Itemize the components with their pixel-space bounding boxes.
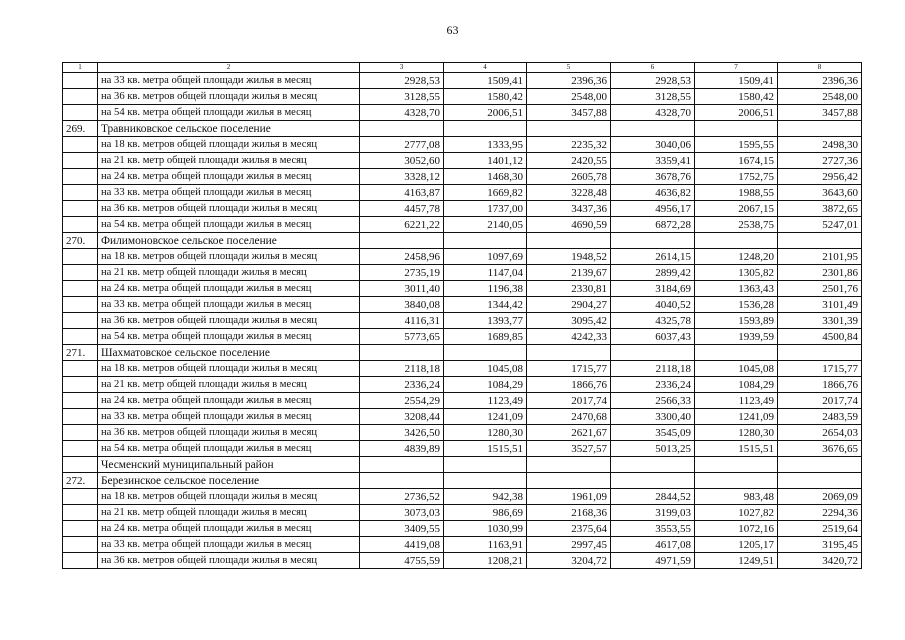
value-cell: 3328,12 — [360, 169, 444, 185]
table-row — [63, 537, 862, 553]
column-number: 3 — [360, 63, 444, 73]
settlement-header-row — [63, 473, 862, 489]
value-cell: 4328,70 — [611, 105, 695, 121]
value-cell: 4116,31 — [360, 313, 444, 329]
value-cell: 4457,78 — [360, 201, 444, 217]
empty-cell — [611, 457, 695, 473]
value-cell: 2928,53 — [360, 73, 444, 89]
row-index-cell — [63, 425, 98, 441]
table-row — [63, 185, 862, 201]
value-cell: 1752,75 — [695, 169, 778, 185]
value-cell: 1241,09 — [444, 409, 527, 425]
table-row — [63, 329, 862, 345]
value-cell: 2654,03 — [778, 425, 862, 441]
value-cell: 3840,08 — [360, 297, 444, 313]
value-cell: 4325,78 — [611, 313, 695, 329]
value-cell: 1515,51 — [444, 441, 527, 457]
empty-cell — [695, 473, 778, 489]
value-cell: 2017,74 — [778, 393, 862, 409]
row-description: на 24 кв. метра общей площади жилья в месяц — [98, 521, 360, 537]
empty-cell — [695, 345, 778, 361]
value-cell: 3052,60 — [360, 153, 444, 169]
value-cell: 1866,76 — [778, 377, 862, 393]
value-cell: 1401,12 — [444, 153, 527, 169]
value-cell: 5773,65 — [360, 329, 444, 345]
empty-cell — [444, 457, 527, 473]
value-cell: 4956,17 — [611, 201, 695, 217]
value-cell: 1248,20 — [695, 249, 778, 265]
value-cell: 2067,15 — [695, 201, 778, 217]
value-cell: 1305,82 — [695, 265, 778, 281]
value-cell: 986,69 — [444, 505, 527, 521]
row-description: на 54 кв. метра общей площади жилья в месяц — [98, 105, 360, 121]
value-cell: 1280,30 — [695, 425, 778, 441]
row-index-cell — [63, 169, 98, 185]
empty-cell — [360, 121, 444, 137]
row-number: 271. — [63, 345, 98, 361]
value-cell: 3643,60 — [778, 185, 862, 201]
value-cell: 1988,55 — [695, 185, 778, 201]
row-index-cell — [63, 377, 98, 393]
row-description: на 54 кв. метра общей площади жилья в месяц — [98, 441, 360, 457]
value-cell: 1208,21 — [444, 553, 527, 569]
value-cell: 2621,67 — [527, 425, 611, 441]
value-cell: 942,38 — [444, 489, 527, 505]
value-cell: 1580,42 — [695, 89, 778, 105]
value-cell: 2420,55 — [527, 153, 611, 169]
table-row — [63, 425, 862, 441]
value-cell: 2727,36 — [778, 153, 862, 169]
value-cell: 3128,55 — [611, 89, 695, 105]
value-cell: 1509,41 — [695, 73, 778, 89]
value-cell: 3678,76 — [611, 169, 695, 185]
value-cell: 2375,64 — [527, 521, 611, 537]
value-cell: 1509,41 — [444, 73, 527, 89]
empty-cell — [778, 233, 862, 249]
row-index-cell — [63, 313, 98, 329]
value-cell: 3073,03 — [360, 505, 444, 521]
value-cell: 4617,08 — [611, 537, 695, 553]
row-index-cell — [63, 137, 98, 153]
row-index-cell — [63, 553, 98, 569]
empty-cell — [360, 345, 444, 361]
row-index-cell — [63, 281, 98, 297]
row-index-cell — [63, 441, 98, 457]
value-cell: 2168,36 — [527, 505, 611, 521]
table-row — [63, 169, 862, 185]
value-cell: 4242,33 — [527, 329, 611, 345]
row-index-cell — [63, 489, 98, 505]
value-cell: 2006,51 — [695, 105, 778, 121]
settlement-name: Шахматовское сельское поселение — [98, 345, 360, 361]
row-description: на 21 кв. метр общей площади жилья в месяц — [98, 505, 360, 521]
row-description: на 21 кв. метр общей площади жилья в месяц — [98, 377, 360, 393]
column-number: 5 — [527, 63, 611, 73]
value-cell: 4839,89 — [360, 441, 444, 457]
value-cell: 2301,86 — [778, 265, 862, 281]
row-index-cell — [63, 297, 98, 313]
row-description: на 24 кв. метра общей площади жилья в месяц — [98, 281, 360, 297]
empty-cell — [360, 457, 444, 473]
column-number-row — [63, 63, 862, 73]
table-row — [63, 313, 862, 329]
value-cell: 1344,42 — [444, 297, 527, 313]
row-description: на 36 кв. метров общей площади жилья в месяц — [98, 201, 360, 217]
settlement-header-row — [63, 345, 862, 361]
tariff-table — [62, 62, 862, 569]
value-cell: 1595,55 — [695, 137, 778, 153]
table-row — [63, 489, 862, 505]
table-row — [63, 505, 862, 521]
value-cell: 4500,84 — [778, 329, 862, 345]
empty-cell — [611, 345, 695, 361]
empty-cell — [611, 233, 695, 249]
value-cell: 3011,40 — [360, 281, 444, 297]
column-number: 8 — [778, 63, 862, 73]
table-row — [63, 137, 862, 153]
table-row — [63, 377, 862, 393]
row-description: на 18 кв. метров общей площади жилья в месяц — [98, 361, 360, 377]
value-cell: 6037,43 — [611, 329, 695, 345]
value-cell: 1205,17 — [695, 537, 778, 553]
value-cell: 1241,09 — [695, 409, 778, 425]
empty-cell — [527, 457, 611, 473]
empty-cell — [778, 121, 862, 137]
value-cell: 1593,89 — [695, 313, 778, 329]
value-cell: 4163,87 — [360, 185, 444, 201]
value-cell: 2235,32 — [527, 137, 611, 153]
row-description: на 33 кв. метра общей площади жилья в месяц — [98, 537, 360, 553]
value-cell: 4690,59 — [527, 217, 611, 233]
value-cell: 1084,29 — [444, 377, 527, 393]
value-cell: 3545,09 — [611, 425, 695, 441]
value-cell: 2548,00 — [527, 89, 611, 105]
value-cell: 3095,42 — [527, 313, 611, 329]
value-cell: 4419,08 — [360, 537, 444, 553]
row-description: на 54 кв. метра общей площади жилья в месяц — [98, 217, 360, 233]
value-cell: 3101,49 — [778, 297, 862, 313]
value-cell: 2519,64 — [778, 521, 862, 537]
value-cell: 1027,82 — [695, 505, 778, 521]
table-row — [63, 201, 862, 217]
value-cell: 2006,51 — [444, 105, 527, 121]
value-cell: 1123,49 — [695, 393, 778, 409]
value-cell: 2336,24 — [360, 377, 444, 393]
value-cell: 3359,41 — [611, 153, 695, 169]
row-index-cell — [63, 521, 98, 537]
table-row — [63, 265, 862, 281]
column-number: 1 — [63, 63, 98, 73]
row-description: на 33 кв. метра общей площади жилья в месяц — [98, 185, 360, 201]
row-index-cell — [63, 217, 98, 233]
row-index-cell — [63, 265, 98, 281]
value-cell: 3204,72 — [527, 553, 611, 569]
value-cell: 2956,42 — [778, 169, 862, 185]
value-cell: 1948,52 — [527, 249, 611, 265]
value-cell: 1580,42 — [444, 89, 527, 105]
value-cell: 3437,36 — [527, 201, 611, 217]
value-cell: 1939,59 — [695, 329, 778, 345]
value-cell: 4755,59 — [360, 553, 444, 569]
row-description: на 18 кв. метров общей площади жилья в месяц — [98, 249, 360, 265]
value-cell: 1961,09 — [527, 489, 611, 505]
value-cell: 2294,36 — [778, 505, 862, 521]
value-cell: 3527,57 — [527, 441, 611, 457]
value-cell: 1084,29 — [695, 377, 778, 393]
empty-cell — [360, 233, 444, 249]
empty-cell — [444, 121, 527, 137]
empty-cell — [444, 473, 527, 489]
row-description: на 24 кв. метра общей площади жилья в месяц — [98, 169, 360, 185]
row-index-cell — [63, 153, 98, 169]
table-row — [63, 249, 862, 265]
value-cell: 3208,44 — [360, 409, 444, 425]
value-cell: 2997,45 — [527, 537, 611, 553]
row-description: на 36 кв. метров общей площади жилья в месяц — [98, 553, 360, 569]
value-cell: 2101,95 — [778, 249, 862, 265]
value-cell: 5013,25 — [611, 441, 695, 457]
value-cell: 1669,82 — [444, 185, 527, 201]
value-cell: 2118,18 — [611, 361, 695, 377]
value-cell: 2458,96 — [360, 249, 444, 265]
value-cell: 2396,36 — [527, 73, 611, 89]
value-cell: 2735,19 — [360, 265, 444, 281]
table-row — [63, 553, 862, 569]
value-cell: 4971,59 — [611, 553, 695, 569]
value-cell: 2614,15 — [611, 249, 695, 265]
value-cell: 1249,51 — [695, 553, 778, 569]
value-cell: 3195,45 — [778, 537, 862, 553]
empty-cell — [527, 121, 611, 137]
value-cell: 1196,38 — [444, 281, 527, 297]
row-description: на 33 кв. метра общей площади жилья в месяц — [98, 409, 360, 425]
row-description: на 21 кв. метр общей площади жилья в месяц — [98, 265, 360, 281]
row-description: на 33 кв. метра общей площади жилья в месяц — [98, 297, 360, 313]
empty-cell — [444, 345, 527, 361]
empty-cell — [778, 473, 862, 489]
value-cell: 1333,95 — [444, 137, 527, 153]
value-cell: 1045,08 — [695, 361, 778, 377]
value-cell: 2928,53 — [611, 73, 695, 89]
row-index-cell — [63, 537, 98, 553]
empty-cell — [527, 345, 611, 361]
table-row — [63, 393, 862, 409]
table-row — [63, 105, 862, 121]
value-cell: 1737,00 — [444, 201, 527, 217]
row-description: на 54 кв. метра общей площади жилья в месяц — [98, 329, 360, 345]
empty-cell — [695, 121, 778, 137]
table-row — [63, 297, 862, 313]
value-cell: 1536,28 — [695, 297, 778, 313]
value-cell: 3128,55 — [360, 89, 444, 105]
value-cell: 3228,48 — [527, 185, 611, 201]
value-cell: 3872,65 — [778, 201, 862, 217]
empty-cell — [778, 345, 862, 361]
value-cell: 3409,55 — [360, 521, 444, 537]
row-number — [63, 457, 98, 473]
column-number: 7 — [695, 63, 778, 73]
value-cell: 1715,77 — [778, 361, 862, 377]
row-index-cell — [63, 361, 98, 377]
empty-cell — [360, 473, 444, 489]
empty-cell — [695, 457, 778, 473]
value-cell: 2501,76 — [778, 281, 862, 297]
settlement-name: Березинское сельское поселение — [98, 473, 360, 489]
value-cell: 4040,52 — [611, 297, 695, 313]
value-cell: 1363,43 — [695, 281, 778, 297]
value-cell: 2330,81 — [527, 281, 611, 297]
value-cell: 1163,91 — [444, 537, 527, 553]
value-cell: 1072,16 — [695, 521, 778, 537]
empty-cell — [527, 233, 611, 249]
value-cell: 1280,30 — [444, 425, 527, 441]
value-cell: 2069,09 — [778, 489, 862, 505]
column-number: 6 — [611, 63, 695, 73]
value-cell: 2483,59 — [778, 409, 862, 425]
value-cell: 3676,65 — [778, 441, 862, 457]
value-cell: 2336,24 — [611, 377, 695, 393]
page-number: 63 — [446, 23, 459, 37]
empty-cell — [611, 121, 695, 137]
value-cell: 1123,49 — [444, 393, 527, 409]
row-description: на 36 кв. метров общей площади жилья в месяц — [98, 313, 360, 329]
value-cell: 1030,99 — [444, 521, 527, 537]
value-cell: 3301,39 — [778, 313, 862, 329]
value-cell: 2498,30 — [778, 137, 862, 153]
row-description: на 36 кв. метров общей площади жилья в месяц — [98, 89, 360, 105]
value-cell: 2904,27 — [527, 297, 611, 313]
table-row — [63, 281, 862, 297]
table-row — [63, 361, 862, 377]
row-description: на 36 кв. метров общей площади жилья в месяц — [98, 425, 360, 441]
value-cell: 1689,85 — [444, 329, 527, 345]
value-cell: 2140,05 — [444, 217, 527, 233]
settlement-header-row — [63, 121, 862, 137]
row-number: 270. — [63, 233, 98, 249]
empty-cell — [527, 473, 611, 489]
row-index-cell — [63, 105, 98, 121]
value-cell: 983,48 — [695, 489, 778, 505]
value-cell: 1468,30 — [444, 169, 527, 185]
row-description: на 21 кв. метр общей площади жилья в месяц — [98, 153, 360, 169]
settlement-name: Травниковское сельское поселение — [98, 121, 360, 137]
row-index-cell — [63, 329, 98, 345]
value-cell: 3553,55 — [611, 521, 695, 537]
empty-cell — [611, 473, 695, 489]
value-cell: 1393,77 — [444, 313, 527, 329]
value-cell: 1515,51 — [695, 441, 778, 457]
empty-cell — [444, 233, 527, 249]
row-index-cell — [63, 409, 98, 425]
value-cell: 3457,88 — [527, 105, 611, 121]
district-row — [63, 457, 862, 473]
value-cell: 1147,04 — [444, 265, 527, 281]
value-cell: 1097,69 — [444, 249, 527, 265]
value-cell: 2605,78 — [527, 169, 611, 185]
value-cell: 2777,08 — [360, 137, 444, 153]
row-index-cell — [63, 393, 98, 409]
row-index-cell — [63, 505, 98, 521]
empty-cell — [695, 233, 778, 249]
table-row — [63, 441, 862, 457]
row-description: на 18 кв. метров общей площади жилья в месяц — [98, 137, 360, 153]
value-cell: 4636,82 — [611, 185, 695, 201]
row-number: 269. — [63, 121, 98, 137]
value-cell: 3199,03 — [611, 505, 695, 521]
value-cell: 6221,22 — [360, 217, 444, 233]
value-cell: 5247,01 — [778, 217, 862, 233]
row-description: на 18 кв. метров общей площади жилья в месяц — [98, 489, 360, 505]
table-row — [63, 217, 862, 233]
value-cell: 3457,88 — [778, 105, 862, 121]
value-cell: 3300,40 — [611, 409, 695, 425]
value-cell: 2538,75 — [695, 217, 778, 233]
row-index-cell — [63, 185, 98, 201]
table-row — [63, 153, 862, 169]
value-cell: 3040,06 — [611, 137, 695, 153]
row-index-cell — [63, 201, 98, 217]
settlement-name: Филимоновское сельское поселение — [98, 233, 360, 249]
row-description: на 24 кв. метра общей площади жилья в месяц — [98, 393, 360, 409]
table-row — [63, 521, 862, 537]
value-cell: 3184,69 — [611, 281, 695, 297]
value-cell: 2017,74 — [527, 393, 611, 409]
value-cell: 6872,28 — [611, 217, 695, 233]
value-cell: 3426,50 — [360, 425, 444, 441]
value-cell: 2118,18 — [360, 361, 444, 377]
table-row — [63, 409, 862, 425]
value-cell: 2899,42 — [611, 265, 695, 281]
value-cell: 2548,00 — [778, 89, 862, 105]
row-number: 272. — [63, 473, 98, 489]
district-name: Чесменский муниципальный район — [98, 457, 360, 473]
value-cell: 3420,72 — [778, 553, 862, 569]
column-number: 4 — [444, 63, 527, 73]
value-cell: 1866,76 — [527, 377, 611, 393]
settlement-header-row — [63, 233, 862, 249]
value-cell: 2139,67 — [527, 265, 611, 281]
value-cell: 1674,15 — [695, 153, 778, 169]
value-cell: 2470,68 — [527, 409, 611, 425]
row-index-cell — [63, 89, 98, 105]
value-cell: 1715,77 — [527, 361, 611, 377]
value-cell: 2396,36 — [778, 73, 862, 89]
table-row — [63, 73, 862, 89]
value-cell: 2736,52 — [360, 489, 444, 505]
empty-cell — [778, 457, 862, 473]
value-cell: 2844,52 — [611, 489, 695, 505]
table-row — [63, 89, 862, 105]
value-cell: 4328,70 — [360, 105, 444, 121]
row-index-cell — [63, 73, 98, 89]
column-number: 2 — [98, 63, 360, 73]
value-cell: 2554,29 — [360, 393, 444, 409]
value-cell: 1045,08 — [444, 361, 527, 377]
row-index-cell — [63, 249, 98, 265]
row-description: на 33 кв. метра общей площади жилья в месяц — [98, 73, 360, 89]
value-cell: 2566,33 — [611, 393, 695, 409]
